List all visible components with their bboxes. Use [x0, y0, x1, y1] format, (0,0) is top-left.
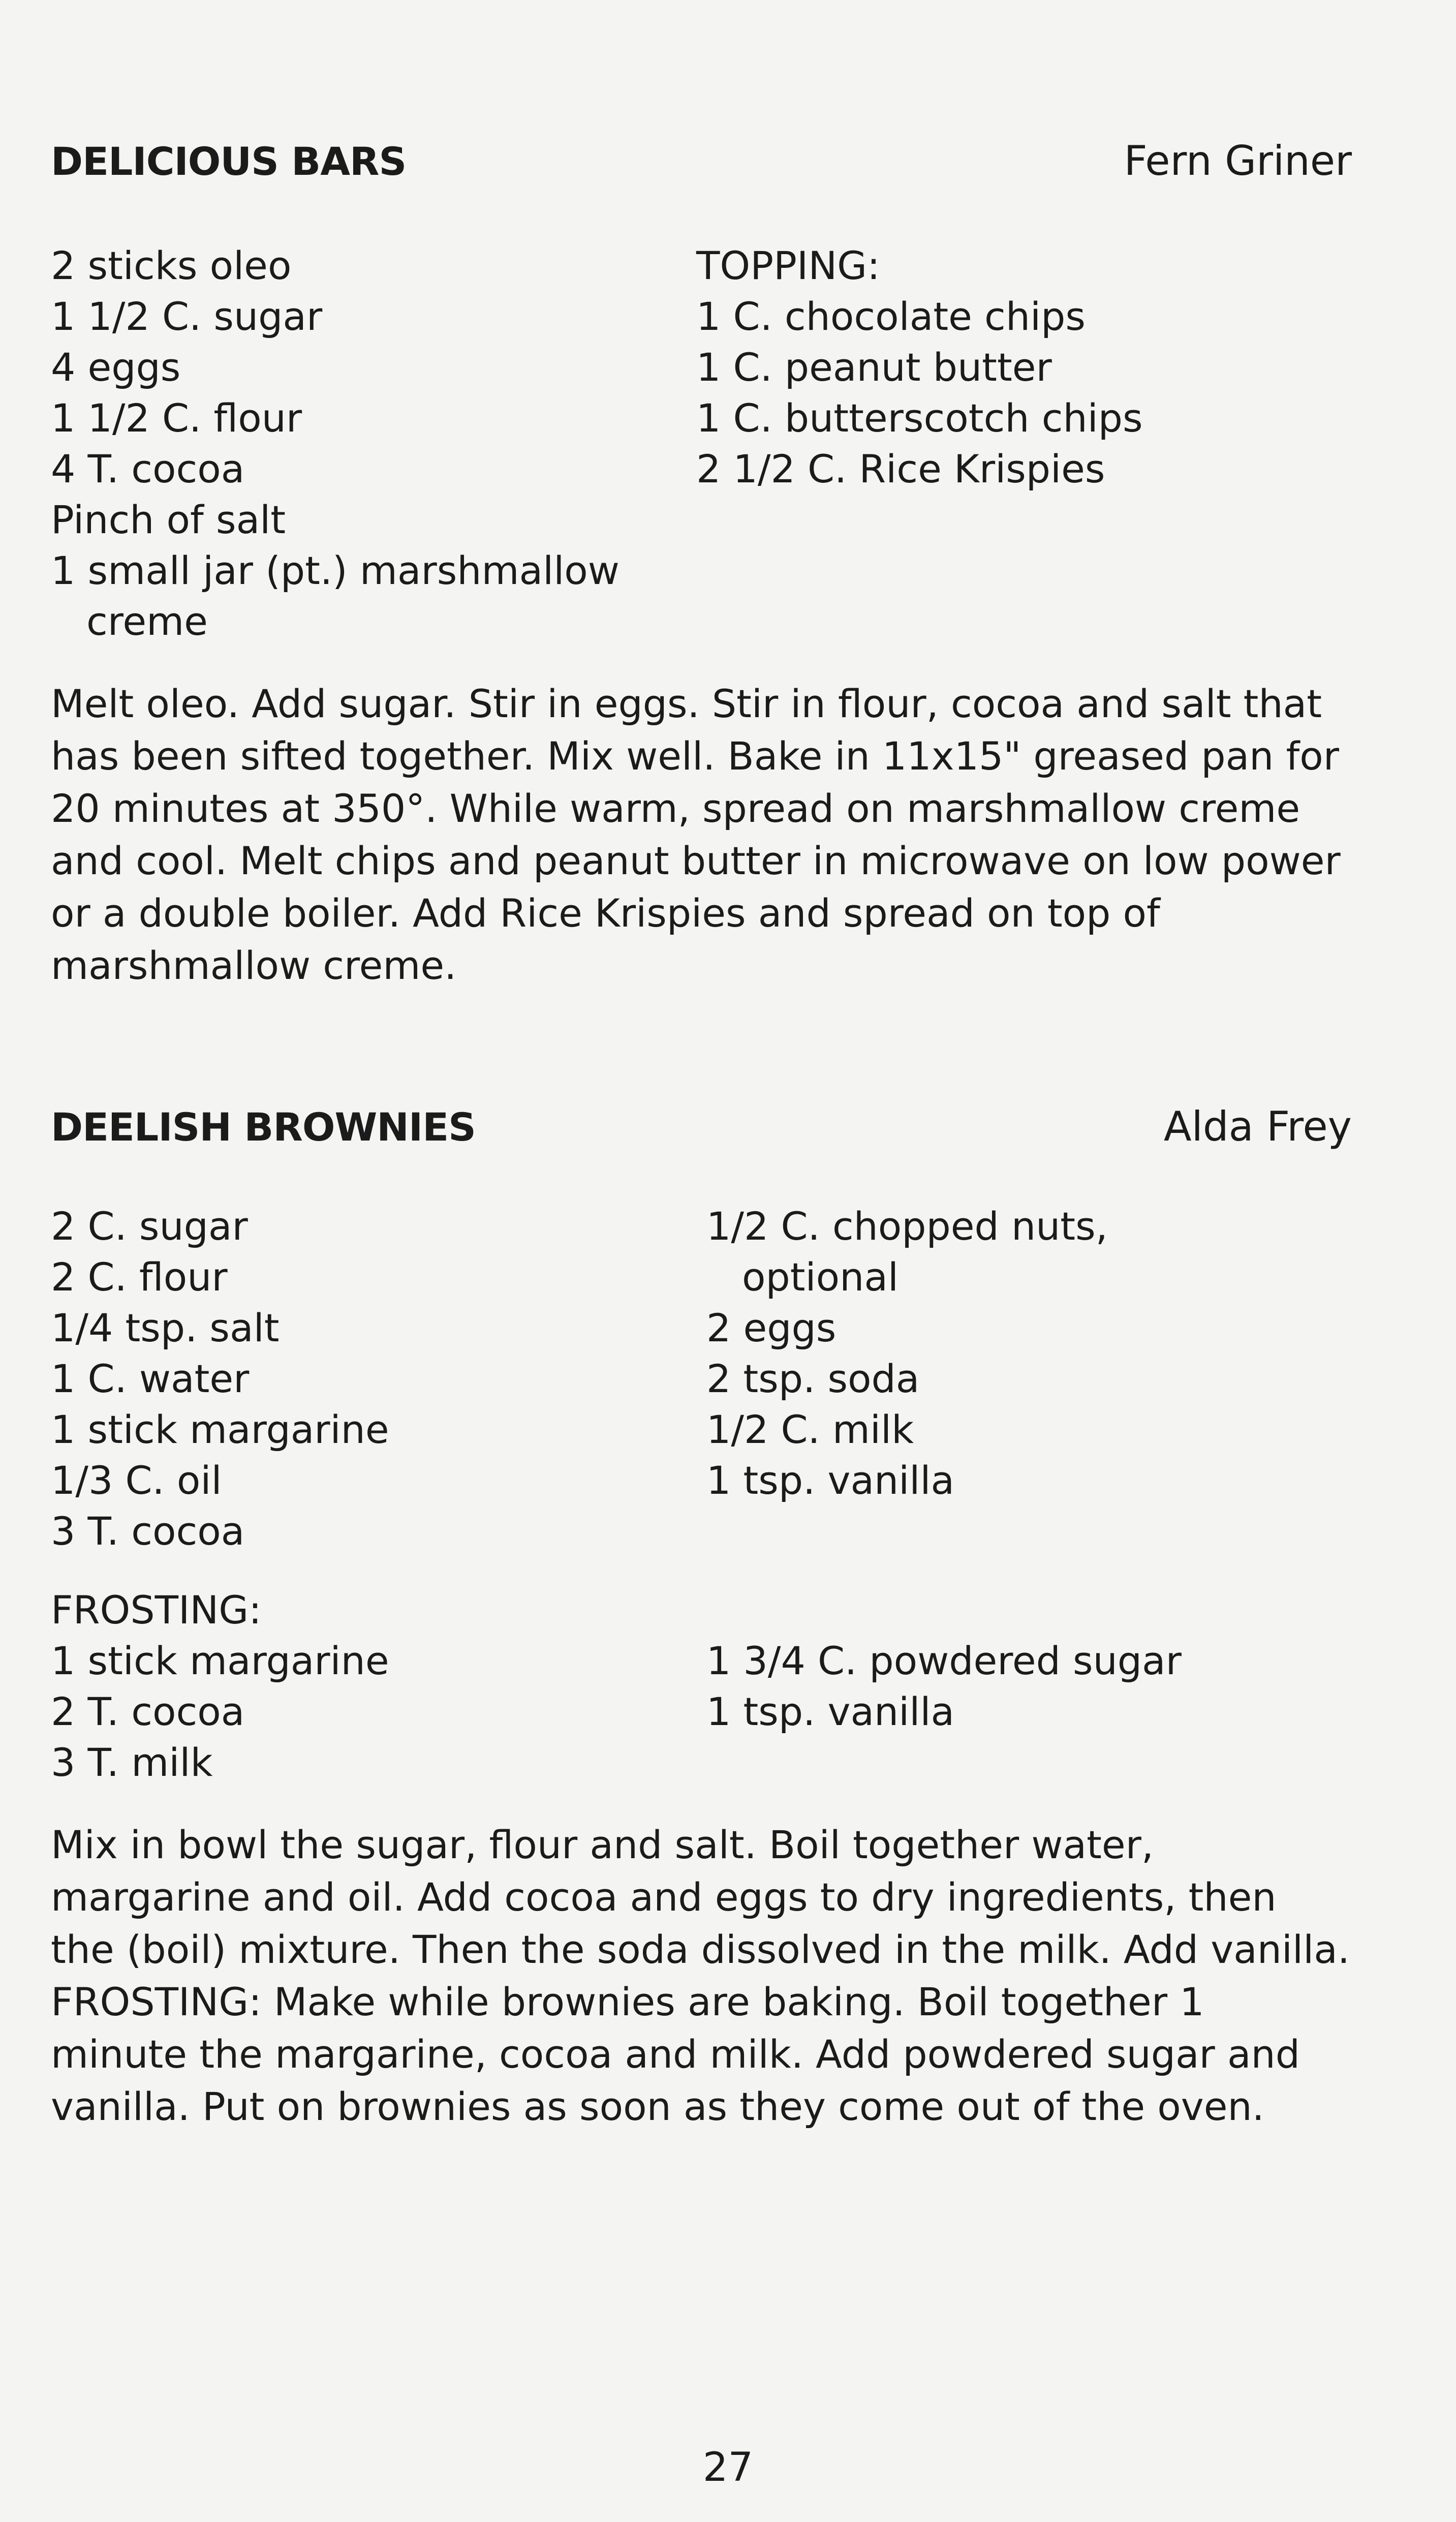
ingredient: 2 C. flour — [51, 1254, 228, 1300]
directions: Mix in bowl the sugar, flour and salt. Boil together water, margarine and oil. Add cocoa and eggs to dry ingredients, then the (boil) mixture. Then the soda dissolved in the milk. Add vanilla. — [51, 1822, 1350, 1972]
recipe-author: Fern Griner — [1124, 137, 1352, 184]
ingredients-right — [706, 1201, 1108, 1557]
ingredient: 2 tsp. soda — [706, 1356, 920, 1401]
ingredients — [51, 1201, 1352, 1557]
ingredient: creme — [86, 599, 208, 644]
ingredient: 4 T. cocoa — [51, 446, 245, 491]
ingredient: 2 C. sugar — [51, 1204, 248, 1249]
ingredient: 3 T. milk — [51, 1740, 213, 1785]
ingredient: Pinch of salt — [51, 497, 286, 542]
ingredient: 1/3 C. oil — [51, 1458, 222, 1503]
ingredient: 1 small jar (pt.) marshmallow — [51, 548, 619, 593]
ingredient: 1 stick margarine — [51, 1638, 389, 1683]
ingredient: 1 C. chocolate chips — [696, 294, 1086, 339]
recipe-deelish-brownies — [51, 1103, 1352, 2171]
recipe-author: Alda Frey — [1163, 1103, 1352, 1150]
recipe-title: DELICIOUS BARS — [51, 139, 407, 184]
frosting-ingredients — [51, 1636, 1352, 1788]
frosting-label: FROSTING: — [51, 1587, 262, 1633]
topping-label: TOPPING: — [696, 243, 880, 288]
ingredient: 1 tsp. vanilla — [706, 1458, 955, 1503]
ingredients-left — [51, 240, 696, 647]
frosting-left — [51, 1636, 706, 1788]
ingredients-right — [696, 240, 1143, 647]
ingredient: 2 T. cocoa — [51, 1689, 245, 1734]
frosting-directions: FROSTING: Make while brownies are baking. Boil together 1 minute the margarine, cocoa and milk. Add powdered sugar and vanilla. Put on brownies as soon as they come out of the oven. — [51, 1979, 1300, 2129]
ingredient: 1 C. butterscotch chips — [696, 395, 1143, 441]
ingredient: 1 stick margarine — [51, 1407, 389, 1452]
ingredient: 1/2 C. milk — [706, 1407, 914, 1452]
ingredient: 3 T. cocoa — [51, 1509, 245, 1554]
ingredient: 1/4 tsp. salt — [51, 1305, 280, 1350]
recipe-title: DEELISH BROWNIES — [51, 1104, 476, 1150]
recipe-header — [51, 1103, 1352, 1150]
ingredient: 1 1/2 C. sugar — [51, 294, 323, 339]
ingredient: 1 C. peanut butter — [696, 345, 1052, 390]
ingredient: 1 1/2 C. flour — [51, 395, 302, 441]
ingredient: 2 sticks oleo — [51, 243, 292, 288]
ingredient: 4 eggs — [51, 345, 181, 390]
ingredients-left — [51, 1201, 706, 1557]
ingredient: optional — [742, 1254, 899, 1300]
ingredient: 1 tsp. vanilla — [706, 1689, 955, 1734]
frosting-right — [706, 1636, 1182, 1788]
page-number: 27 — [702, 2445, 754, 2490]
ingredient: 1 C. water — [51, 1356, 250, 1401]
recipe-delicious-bars — [51, 137, 1352, 1030]
ingredient: 2 1/2 C. Rice Krispies — [696, 446, 1105, 491]
ingredients — [51, 240, 1352, 647]
ingredient: 1/2 C. chopped nuts, — [706, 1204, 1108, 1249]
ingredient: 1 3/4 C. powdered sugar — [706, 1638, 1182, 1683]
directions: Melt oleo. Add sugar. Stir in eggs. Stir in flour, cocoa and salt that has been sifted together. Mix well. Bake in 11x15" greased pan for 20 minutes at 350°. While warm, spread on marshmallow creme and cool. Melt chips and peanut butter in microwave on low power or a double boiler. Add Rice Krispies and spread on top of marshmallow creme. — [51, 681, 1341, 988]
recipe-header — [51, 137, 1352, 184]
ingredient: 2 eggs — [706, 1305, 837, 1350]
